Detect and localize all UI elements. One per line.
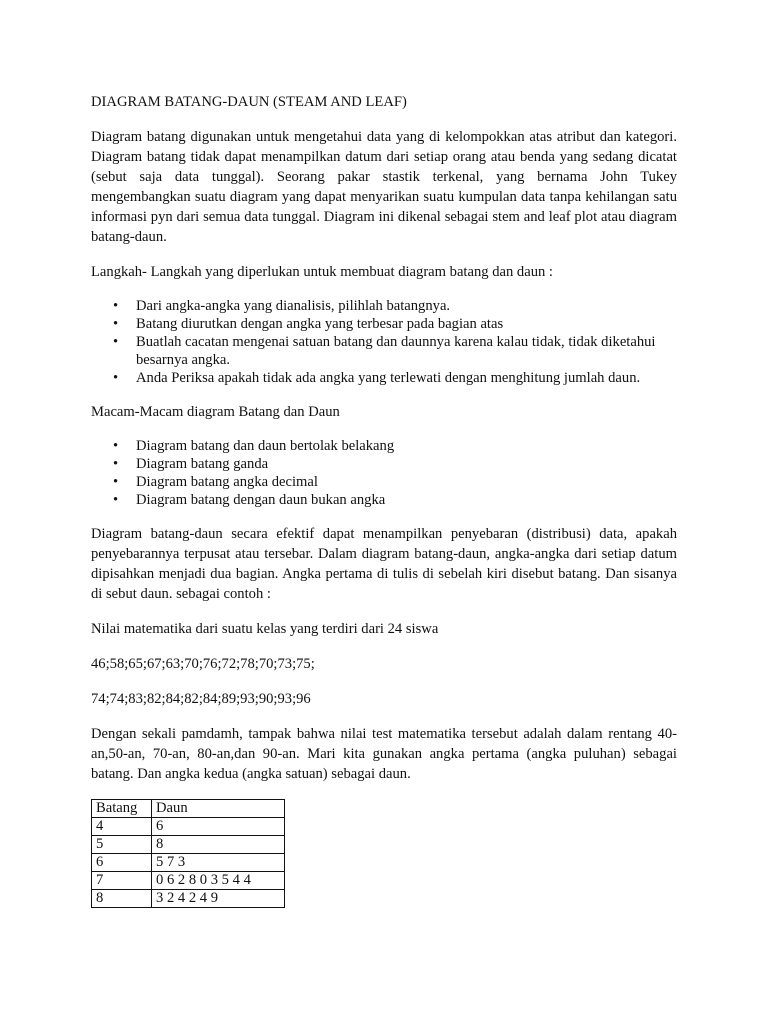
table-header-row: [92, 800, 285, 818]
steps-list: [91, 297, 677, 387]
table-cell-stem: 7: [92, 872, 152, 890]
table-cell-leaf: 6: [152, 818, 285, 836]
table-row: [92, 872, 285, 890]
document-title: DIAGRAM BATANG-DAUN (STEAM AND LEAF): [91, 94, 407, 110]
list-item: • Diagram batang dengan daun bukan angka: [91, 491, 677, 509]
list-item: • Dari angka-angka yang dianalisis, pilihlah batangnya.: [91, 297, 677, 315]
steps-heading: Langkah- Langkah yang diperlukan untuk membuat diagram batang dan daun :: [91, 264, 553, 280]
list-item: • Diagram batang dan daun bertolak belakang: [91, 437, 677, 455]
data-line-2: 74;74;83;82;84;82;84;89;93;90;93;96: [91, 691, 311, 707]
intro-paragraph: Diagram batang digunakan untuk mengetahui data yang di kelompokkan atas atribut dan kategori. Diagram batang tidak dapat menampilkan datum dari setiap orang atau benda yang sedang dicatat (sebut saja data tunggal). Seorang pakar stastik terkenal, yang bernama John Tukey mengembangkan suatu diagram yang dapat menyarikan suatu kumpulan data tanpa kehilangan satu informasi pyn dari semua data tunggal. Diagram ini dikenal sebagai stem and leaf plot atau diagram batang-daun.: [91, 129, 677, 245]
list-item: • Diagram batang angka decimal: [91, 473, 677, 491]
list-item: • Anda Periksa apakah tidak ada angka yang terlewati dengan menghitung jumlah daun.: [91, 369, 677, 387]
document-page: [91, 92, 677, 908]
list-item: • Diagram batang ganda: [91, 455, 677, 473]
table-row: [92, 854, 285, 872]
stem-leaf-table: [91, 799, 285, 908]
table-cell-stem: 5: [92, 836, 152, 854]
table-cell-stem: 6: [92, 854, 152, 872]
table-header-cell: Batang: [92, 800, 152, 818]
example-heading: Nilai matematika dari suatu kelas yang terdiri dari 24 siswa: [91, 621, 439, 637]
table-cell-leaf: 8: [152, 836, 285, 854]
explain-paragraph: Diagram batang-daun secara efektif dapat menampilkan penyebaran (distribusi) data, apakah penyebarannya terpusat atau tersebar. Dalam diagram batang-daun, angka-angka dari setiap datum dipisahkan menjadi dua bagian. Angka pertama di tulis di sebelah kiri disebut batang. Dan sisanya di sebut daun. sebagai contoh :: [91, 526, 677, 602]
table-cell-leaf: 3 2 4 2 4 9: [152, 890, 285, 908]
table-row: [92, 890, 285, 908]
table-header-cell: Daun: [152, 800, 285, 818]
table-cell-leaf: 0 6 2 8 0 3 5 4 4: [152, 872, 285, 890]
list-item: • Batang diurutkan dengan angka yang terbesar pada bagian atas: [91, 315, 677, 333]
types-heading: Macam-Macam diagram Batang dan Daun: [91, 404, 340, 420]
table-row: [92, 836, 285, 854]
types-list: [91, 437, 677, 509]
conclusion-paragraph: Dengan sekali pamdamh, tampak bahwa nilai test matematika tersebut adalah dalam rentang 40-an,50-an, 70-an, 80-an,dan 90-an. Mari kita gunakan angka pertama (angka puluhan) sebagai batang. Dan angka kedua (angka satuan) sebagai daun.: [91, 726, 677, 782]
table-row: [92, 818, 285, 836]
table-cell-stem: 4: [92, 818, 152, 836]
data-line-1: 46;58;65;67;63;70;76;72;78;70;73;75;: [91, 656, 315, 672]
list-item: • Buatlah cacatan mengenai satuan batang dan daunnya karena kalau tidak, tidak diketahui besarnya angka.: [91, 333, 677, 369]
table-cell-leaf: 5 7 3: [152, 854, 285, 872]
table-cell-stem: 8: [92, 890, 152, 908]
